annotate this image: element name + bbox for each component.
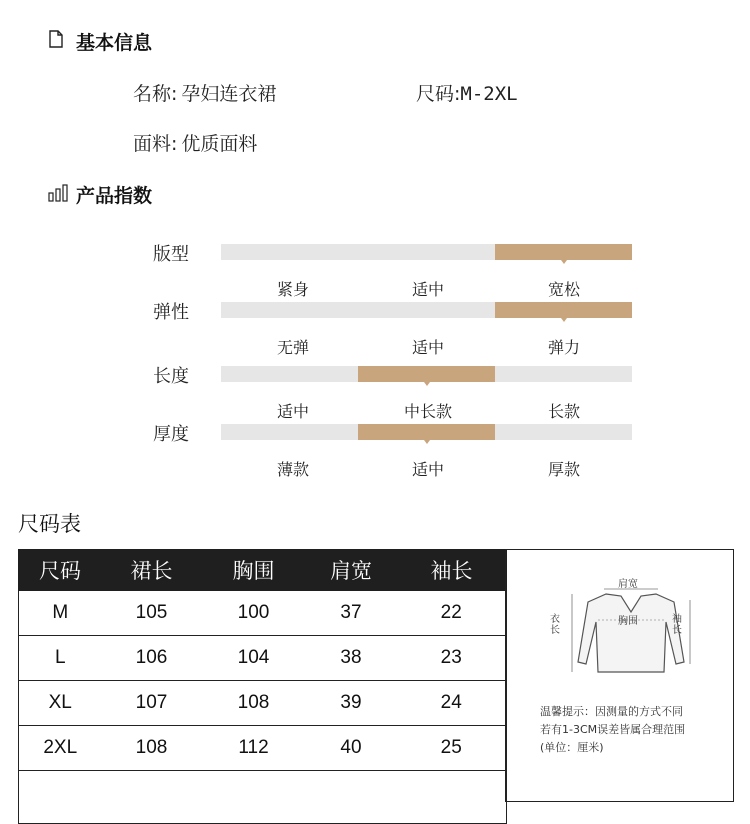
sleeve-label: 袖长 <box>672 614 682 636</box>
name-label: 名称: <box>133 83 178 105</box>
shoulder-cell: 39 <box>306 681 397 726</box>
product-index-title: 产品指数 <box>76 185 153 207</box>
sleeve-cell: 23 <box>397 636 507 681</box>
shoulder-cell: 38 <box>306 636 397 681</box>
bar-chart-icon <box>48 184 68 206</box>
index-row-label: 厚度 <box>153 424 189 445</box>
chest-label: 胸围 <box>618 616 638 627</box>
index-level-fill <box>358 424 495 440</box>
index-row-label: 弹性 <box>153 302 189 323</box>
index-level-fill <box>358 366 495 382</box>
fabric-value: 优质面料 <box>181 133 258 155</box>
dress-length-cell: 108 <box>102 726 202 771</box>
dress-length-cell: 106 <box>102 636 202 681</box>
index-option-label: 宽松 <box>547 280 581 299</box>
basic-info-title: 基本信息 <box>76 32 153 54</box>
index-level-fill <box>495 302 632 318</box>
index-row-label: 长度 <box>153 366 189 387</box>
sleeve-cell: 24 <box>397 681 507 726</box>
index-option-label: 适中 <box>411 280 445 299</box>
index-track <box>221 424 632 440</box>
index-track <box>221 302 632 318</box>
header-sleeve: 袖长 <box>397 550 507 591</box>
header-shoulder: 肩宽 <box>306 550 397 591</box>
sleeve-cell: 25 <box>397 726 507 771</box>
index-level-marker <box>561 260 567 264</box>
index-option-label: 紧身 <box>276 280 310 299</box>
index-level-marker <box>424 440 430 444</box>
shoulder-cell: 37 <box>306 591 397 636</box>
size-table <box>18 549 507 824</box>
index-option-label: 薄款 <box>276 460 310 479</box>
size-range-field <box>416 79 518 106</box>
index-row-label: 版型 <box>153 244 189 265</box>
fabric-label: 面料: <box>133 133 178 155</box>
index-option-label: 适中 <box>411 460 445 479</box>
dress-length-cell: 107 <box>102 681 202 726</box>
tip-line-3: (单位：厘米) <box>540 741 604 754</box>
index-option-label: 适中 <box>276 402 310 421</box>
header-size: 尺码 <box>19 550 102 591</box>
size-cell: 2XL <box>19 726 102 771</box>
size-range-value: M-2XL <box>460 83 518 105</box>
table-row-empty <box>19 771 507 824</box>
bust-cell: 112 <box>202 726 306 771</box>
size-cell: XL <box>19 681 102 726</box>
index-level-marker <box>424 382 430 386</box>
index-level-fill <box>495 244 632 260</box>
index-option-label: 无弹 <box>276 338 310 357</box>
length-label: 衣长 <box>550 614 560 636</box>
fabric-field <box>133 129 257 156</box>
shoulder-cell: 40 <box>306 726 397 771</box>
size-cell: L <box>19 636 102 681</box>
size-range-label: 尺码: <box>416 83 461 105</box>
size-chart-title: 尺码表 <box>18 512 81 536</box>
sleeve-cell: 22 <box>397 591 507 636</box>
size-table-header <box>19 550 507 591</box>
measurement-diagram-box <box>505 549 734 802</box>
tip-line-1: 温馨提示：因测量的方式不同 <box>540 705 683 718</box>
index-option-label: 弹力 <box>547 338 581 357</box>
size-cell: M <box>19 591 102 636</box>
index-option-label: 厚款 <box>547 460 581 479</box>
index-option-label: 中长款 <box>403 402 453 421</box>
document-icon <box>49 30 63 52</box>
index-option-label: 适中 <box>411 338 445 357</box>
index-track <box>221 244 632 260</box>
tip-line-2: 若有1-3CM误差皆属合理范围 <box>540 723 686 736</box>
table-row <box>19 591 507 636</box>
index-option-label: 长款 <box>547 402 581 421</box>
table-row <box>19 681 507 726</box>
index-track <box>221 366 632 382</box>
bust-cell: 104 <box>202 636 306 681</box>
header-bust: 胸围 <box>202 550 306 591</box>
measurement-tip <box>540 703 730 757</box>
table-row <box>19 636 507 681</box>
index-level-marker <box>561 318 567 322</box>
name-value: 孕妇连衣裙 <box>181 83 277 105</box>
bust-cell: 108 <box>202 681 306 726</box>
name-field <box>133 79 276 106</box>
table-row <box>19 726 507 771</box>
dress-length-cell: 105 <box>102 591 202 636</box>
shoulder-label: 肩宽 <box>618 579 638 590</box>
bust-cell: 100 <box>202 591 306 636</box>
header-dress-length: 裙长 <box>102 550 202 591</box>
